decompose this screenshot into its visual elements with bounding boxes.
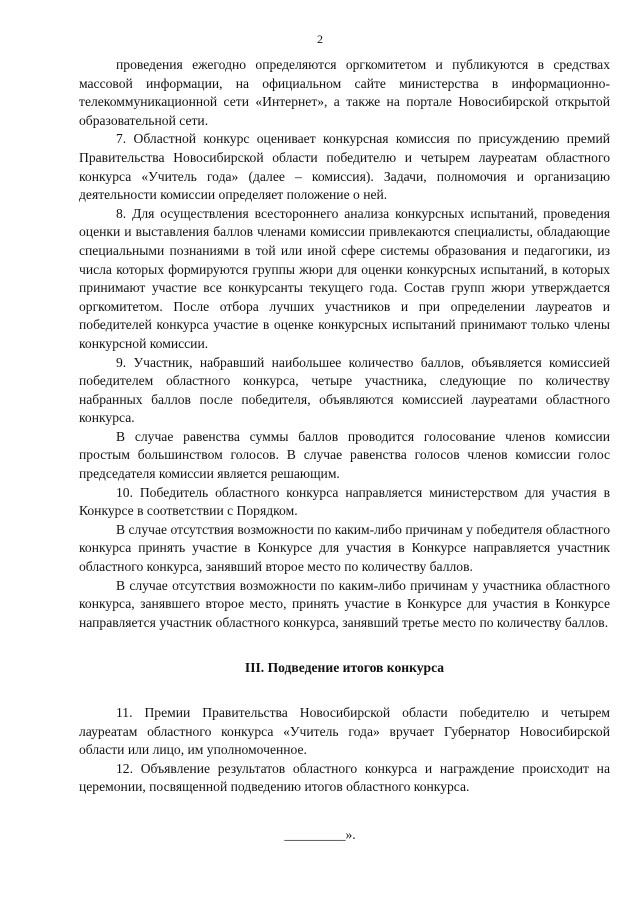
paragraph-10: 10. Победитель областного конкурса направляется министерством для участия в Конкурсе в соответствии с Порядком. <box>79 484 610 519</box>
section-heading: III. Подведение итогов конкурса <box>244 660 445 676</box>
paragraph-12: 12. Объявление результатов областного конкурса и награждение происходит на церемонии, посвященной подведению итогов областного конкурса. <box>79 760 610 795</box>
paragraph-continuation: проведения ежегодно определяются оргкомитетом и публикуются в средствах массовой информации, на официальном сайте министерства в информационно-телекоммуникационной сети «Интернет», а также на портале Новосибирской открытой образовательной сети. <box>79 57 610 128</box>
paragraph-11: 11. Премии Правительства Новосибирской области победителю и четырем лауреатам областного конкурса «Учитель года» вручает Губернатор Новосибирской области или лицо, им уполномоченное. <box>79 705 610 758</box>
paragraph-7: 7. Областной конкурс оценивает конкурсная комиссия по присуждению премий Правительства Новосибирской области победителю и четырем лауреатам областного конкурса «Учитель года» (далее – комиссия). Задачи, полномочия и организацию деятельности комиссии определяет положение о ней. <box>79 131 610 203</box>
paragraph-10-third-place: В случае отсутствия возможности по каким-либо причинам у участника областного конкурса, занявшего второе место, принять участие в Конкурсе для участия в Конкурсе направляется участник областного конкурса, занявший третье место по количеству баллов. <box>79 577 610 630</box>
paragraph-9: 9. Участник, набравший наибольшее количество баллов, объявляется комиссией победителем областного конкурса, четыре участника, следующие по количеству набранных баллов после победителя, объявляются комиссией лауреатами областного конкурса. <box>79 354 610 426</box>
document-body <box>79 56 610 797</box>
paragraph-10-second-place: В случае отсутствия возможности по каким-либо причинам у победителя областного конкурса принять участие в Конкурсе для участия в Конкурсе направляется участник областного конкурса, занявший второе место по количеству баллов. <box>79 521 610 575</box>
closing-mark: _________». <box>284 827 356 842</box>
paragraph-8: 8. Для осуществления всестороннего анализа конкурсных испытаний, проведения оценки и выставления баллов членами комиссии привлекаются специалисты, обладающие специальными познаниями в той или иной сфере системы образования и педагогики, из числа которых формируются группы жюри для оценки конкурсных испытаний, в которых принимают участие все конкурсанты текущего года. Состав групп жюри утверждается оргкомитетом. После отбора лучших участников и при определении лауреатов и победителей конкурса участие в оценке конкурсных испытаний принимают только члены конкурсной комиссии. <box>79 205 610 351</box>
page-number: 2 <box>317 32 323 46</box>
paragraph-9-tie-vote: В случае равенства суммы баллов проводится голосование членов комиссии простым большинством голосов. В случае равенства голосов членов комиссии голос председателя комиссии является решающим. <box>79 428 610 482</box>
